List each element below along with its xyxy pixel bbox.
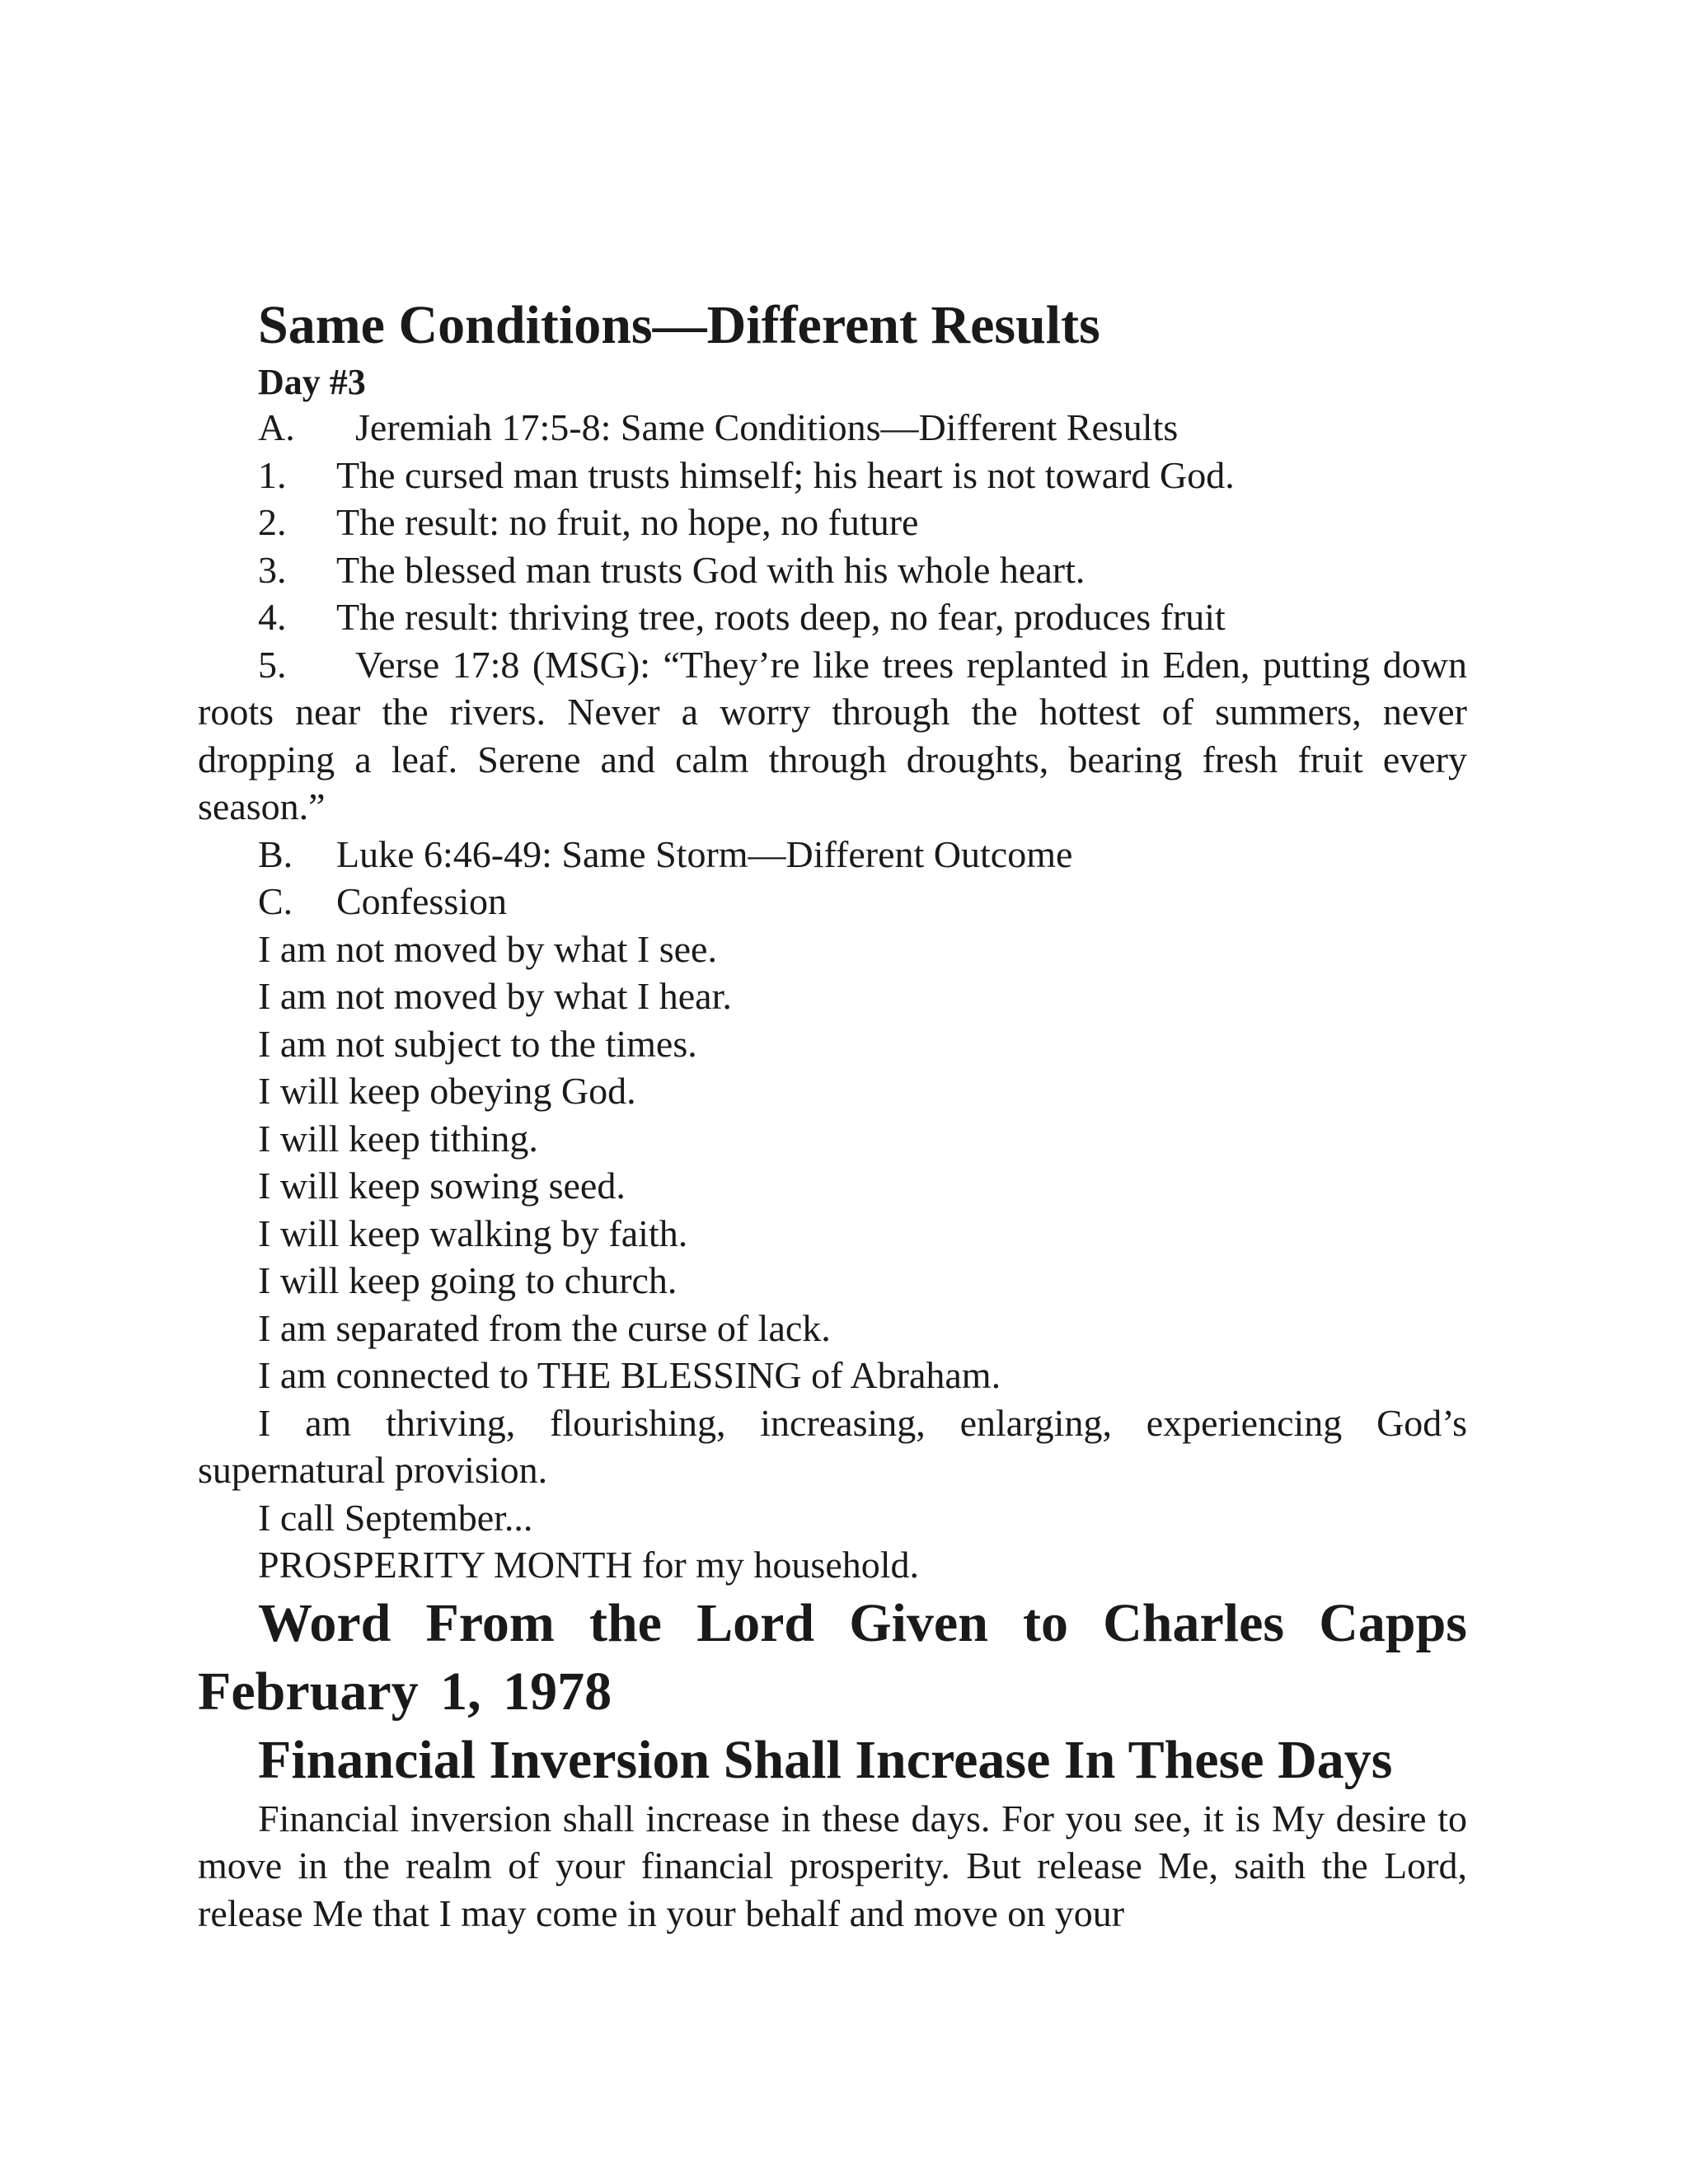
outline-item-2 [198, 499, 1467, 546]
outline-item-3 [198, 546, 1467, 594]
document-page [198, 290, 1467, 1937]
outline-marker: 5. [258, 643, 287, 686]
verse-text: Verse 17:8 (MSG): “They’re like trees replanted in Eden, putting down roots near the rivers. Never a worry through the hottest of summers, never dropping a leaf. Serene and calm through droughts, bearing fresh fruit every season.” [198, 643, 1467, 827]
outline-marker: A. [258, 406, 295, 448]
confession-line: I will keep tithing. [258, 1117, 538, 1160]
outline-text: The result: thriving tree, roots deep, no fear, produces fruit [336, 596, 1226, 638]
verse-paragraph [198, 641, 1467, 831]
outline-item-c [198, 878, 1467, 926]
confession-line: I am not moved by what I see. [258, 927, 717, 970]
section-subheading: Financial Inversion Shall Increase In These Days [258, 1729, 1393, 1790]
outline-item-a [198, 404, 1467, 452]
outline-marker: 3. [258, 548, 287, 591]
confession-line: I will keep walking by faith. [258, 1212, 688, 1254]
outline-item-4 [198, 593, 1467, 641]
outline-item-1 [198, 452, 1467, 499]
outline-text: Jeremiah 17:5-8: Same Conditions—Different Results [355, 406, 1179, 448]
confession-line: I am separated from the curse of lack. [258, 1306, 831, 1349]
call-line: PROSPERITY MONTH for my household. [258, 1544, 920, 1586]
outline-marker: B. [258, 832, 293, 875]
outline-text: The blessed man trusts God with his whole heart. [336, 548, 1085, 591]
thriving-paragraph: I am thriving, flourishing, increasing, enlarging, experiencing God’s supernatural provision. [198, 1401, 1467, 1491]
call-line: I call September... [258, 1496, 533, 1539]
body-paragraph: Financial inversion shall increase in these days. For you see, it is My desire to move in the realm of your financial prosperity. But release Me, saith the Lord, release Me that I may come in your behalf and move on your [198, 1797, 1467, 1934]
outline-marker: C. [258, 880, 293, 922]
outline-item-b [198, 831, 1467, 879]
confession-line: I am not moved by what I hear. [258, 975, 732, 1017]
outline-text: The cursed man trusts himself; his heart is not toward God. [336, 453, 1235, 496]
outline-text: Luke 6:46-49: Same Storm—Different Outcome [336, 832, 1073, 875]
confession-line: I will keep going to church. [258, 1259, 678, 1301]
outline-marker: 4. [258, 596, 287, 638]
outline-marker: 2. [258, 501, 287, 543]
outline-marker: 1. [258, 453, 287, 496]
confession-line: I am connected to THE BLESSING of Abraham. [258, 1354, 1001, 1396]
outline-text: The result: no fruit, no hope, no future [336, 501, 919, 543]
page-title: Same Conditions—Different Results [258, 295, 1100, 355]
word-heading: Word From the Lord Given to Charles Capps February 1, 1978 [198, 1592, 1467, 1722]
confession-line: I will keep sowing seed. [258, 1165, 626, 1207]
outline-text: Confession [336, 880, 507, 922]
day-label: Day #3 [258, 362, 366, 402]
confession-line: I will keep obeying God. [258, 1070, 636, 1112]
confession-line: I am not subject to the times. [258, 1022, 697, 1065]
